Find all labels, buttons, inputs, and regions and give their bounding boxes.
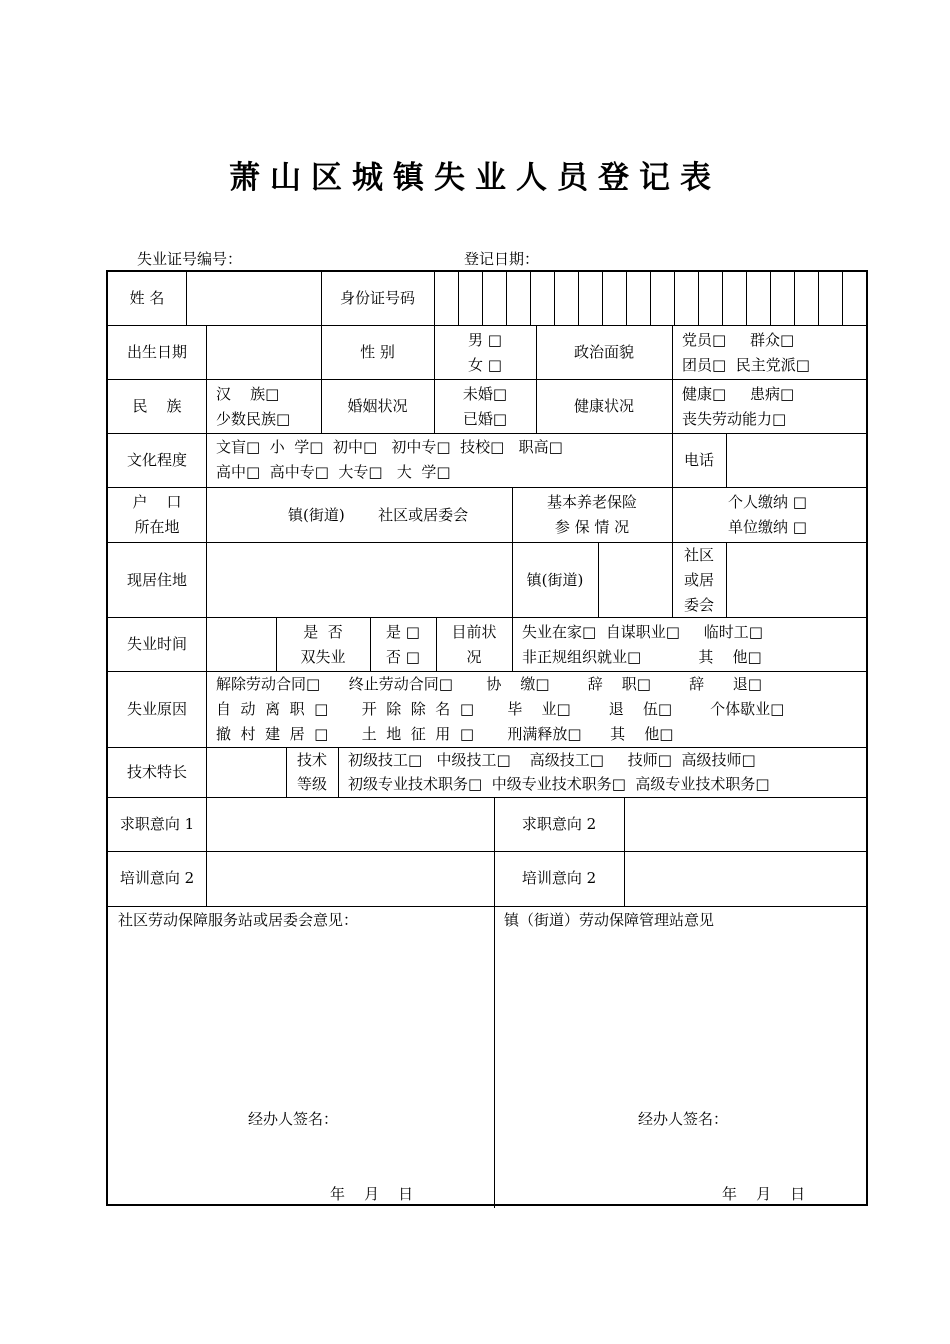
col-divider bbox=[434, 272, 435, 325]
town-opinion-area[interactable] bbox=[495, 934, 865, 1204]
residence-community-label-3: 委会 bbox=[683, 596, 714, 614]
id-digit-divider bbox=[818, 272, 819, 325]
current-status-label-2: 况 bbox=[466, 648, 482, 666]
hukou-label-1: 户 口 bbox=[132, 493, 182, 511]
residence-town-label: 镇(街道) bbox=[526, 571, 584, 589]
col-divider bbox=[512, 617, 513, 671]
row-divider bbox=[108, 906, 866, 907]
name-field[interactable] bbox=[187, 272, 321, 325]
town-signature-label: 经办人签名： bbox=[638, 1110, 729, 1128]
training-intention-2-field[interactable] bbox=[625, 852, 866, 906]
id-digit-divider bbox=[794, 272, 795, 325]
health-status-label: 健康状况 bbox=[573, 397, 634, 415]
unmarried-checkbox[interactable]: 未婚□ bbox=[462, 385, 508, 403]
unemployment-reason-label: 失业原因 bbox=[126, 700, 187, 718]
town-opinion-title: 镇（街道）劳动保障管理站意见 bbox=[504, 911, 715, 929]
id-digit-divider bbox=[506, 272, 507, 325]
community-date: 年 月 日 bbox=[330, 1185, 414, 1203]
training-intention-1-field[interactable] bbox=[207, 852, 494, 906]
id-digit-divider bbox=[770, 272, 771, 325]
unit-pay-checkbox[interactable]: 单位缴纳 □ bbox=[728, 518, 807, 536]
id-digit-divider bbox=[842, 272, 843, 325]
id-number-label: 身份证号码 bbox=[339, 289, 415, 307]
pension-label-2: 参 保 情 况 bbox=[554, 518, 630, 536]
col-divider bbox=[672, 325, 673, 433]
married-checkbox[interactable]: 已婚□ bbox=[462, 410, 508, 428]
political-options-1[interactable]: 党员□ 群众□ bbox=[682, 331, 795, 349]
id-digit-divider bbox=[698, 272, 699, 325]
phone-label: 电话 bbox=[683, 451, 714, 469]
phone-field[interactable] bbox=[727, 434, 866, 487]
cert-number-label: 失业证号编号： bbox=[137, 250, 243, 268]
double-unemployment-label-2: 双失业 bbox=[300, 648, 346, 666]
col-divider bbox=[206, 747, 207, 797]
birth-date-label: 出生日期 bbox=[126, 343, 187, 361]
training-intention-1-label: 培训意向 2 bbox=[119, 869, 195, 887]
job-intention-1-field[interactable] bbox=[207, 798, 494, 851]
reason-options-3[interactable]: 撤 村 建 居 □ 土 地 征 用 □ 刑满释放□ 其 他□ bbox=[216, 725, 674, 743]
community-signature-label: 经办人签名： bbox=[248, 1110, 339, 1128]
current-status-options-1[interactable]: 失业在家□ 自谋职业□ 临时工□ bbox=[522, 623, 763, 641]
reason-options-2[interactable]: 自 动 离 职 □ 开 除 除 名 □ 毕 业□ 退 伍□ 个体歇业□ bbox=[216, 700, 785, 718]
gender-female-checkbox[interactable]: 女 □ bbox=[468, 356, 502, 374]
id-digit-divider bbox=[674, 272, 675, 325]
id-digit-divider bbox=[578, 272, 579, 325]
tech-grade-label-2: 等级 bbox=[296, 775, 327, 793]
page-title: 萧山区城镇失业人员登记表 bbox=[229, 160, 721, 196]
current-status-label-1: 目前状 bbox=[451, 623, 497, 641]
double-no-checkbox[interactable]: 否 □ bbox=[386, 648, 420, 666]
id-digit-divider bbox=[554, 272, 555, 325]
col-divider bbox=[598, 542, 599, 617]
tech-grade-options-2[interactable]: 初级专业技术职务□ 中级专业技术职务□ 高级专业技术职务□ bbox=[348, 775, 770, 793]
registration-date-label: 登记日期： bbox=[464, 250, 540, 268]
hukou-town-community[interactable]: 镇(街道) 社区或居委会 bbox=[288, 506, 469, 524]
residence-community-label-1: 社区 bbox=[683, 546, 714, 564]
health-options-2[interactable]: 丧失劳动能力□ bbox=[682, 410, 787, 428]
double-unemployment-label-1: 是 否 bbox=[303, 623, 343, 641]
job-intention-1-label: 求职意向 1 bbox=[119, 815, 195, 833]
col-divider bbox=[206, 671, 207, 747]
id-digit-divider bbox=[650, 272, 651, 325]
col-divider bbox=[338, 747, 339, 797]
reason-options-1[interactable]: 解除劳动合同□ 终止劳动合同□ 协 缴□ 辞 职□ 辞 退□ bbox=[216, 675, 762, 693]
row-divider bbox=[108, 379, 866, 380]
row-divider bbox=[108, 617, 866, 618]
residence-label: 现居住地 bbox=[126, 571, 187, 589]
education-options-1[interactable]: 文盲□ 小 学□ 初中□ 初中专□ 技校□ 职高□ bbox=[216, 438, 563, 456]
unemployment-time-label: 失业时间 bbox=[126, 635, 187, 653]
training-intention-2-label: 培训意向 2 bbox=[521, 869, 597, 887]
town-date: 年 月 日 bbox=[722, 1185, 806, 1203]
ethnicity-label: 民 族 bbox=[132, 397, 182, 415]
id-digit-divider bbox=[746, 272, 747, 325]
tech-grade-options-1[interactable]: 初级技工□ 中级技工□ 高级技工□ 技师□ 高级技师□ bbox=[348, 751, 756, 769]
gender-label: 性 别 bbox=[360, 343, 395, 361]
registration-form bbox=[106, 270, 868, 1206]
birth-date-field[interactable] bbox=[207, 326, 321, 379]
current-status-options-2[interactable]: 非正规组织就业□ 其 他□ bbox=[522, 648, 762, 666]
pension-label-1: 基本养老保险 bbox=[546, 493, 637, 511]
name-label: 姓 名 bbox=[129, 289, 165, 307]
col-divider bbox=[726, 542, 727, 617]
health-options-1[interactable]: 健康□ 患病□ bbox=[682, 385, 795, 403]
id-digit-divider bbox=[602, 272, 603, 325]
job-intention-2-field[interactable] bbox=[625, 798, 866, 851]
job-intention-2-label: 求职意向 2 bbox=[521, 815, 597, 833]
hukou-label-2: 所在地 bbox=[134, 518, 180, 536]
double-yes-checkbox[interactable]: 是 □ bbox=[386, 623, 420, 641]
residence-community-label-2: 或居 bbox=[683, 571, 714, 589]
ethnicity-han-checkbox[interactable]: 汉 族□ bbox=[216, 385, 280, 403]
id-digit-divider bbox=[458, 272, 459, 325]
id-digit-divider bbox=[626, 272, 627, 325]
education-options-2[interactable]: 高中□ 高中专□ 大专□ 大 学□ bbox=[216, 463, 451, 481]
marital-status-label: 婚姻状况 bbox=[347, 397, 408, 415]
tech-grade-label-1: 技术 bbox=[296, 751, 327, 769]
community-opinion-area[interactable] bbox=[109, 934, 493, 1204]
ethnicity-minority-checkbox[interactable]: 少数民族□ bbox=[216, 410, 291, 428]
political-status-label: 政治面貌 bbox=[573, 343, 634, 361]
education-label: 文化程度 bbox=[126, 451, 187, 469]
residence-field[interactable] bbox=[207, 543, 512, 617]
id-digit-divider bbox=[722, 272, 723, 325]
gender-male-checkbox[interactable]: 男 □ bbox=[468, 331, 502, 349]
col-divider bbox=[206, 617, 207, 671]
political-options-2[interactable]: 团员□ 民主党派□ bbox=[682, 356, 810, 374]
row-divider bbox=[108, 487, 866, 488]
self-pay-checkbox[interactable]: 个人缴纳 □ bbox=[728, 493, 807, 511]
id-digit-divider bbox=[482, 272, 483, 325]
skills-label: 技术特长 bbox=[126, 763, 187, 781]
community-opinion-title: 社区劳动保障服务站或居委会意见： bbox=[118, 911, 359, 929]
id-digit-divider bbox=[530, 272, 531, 325]
